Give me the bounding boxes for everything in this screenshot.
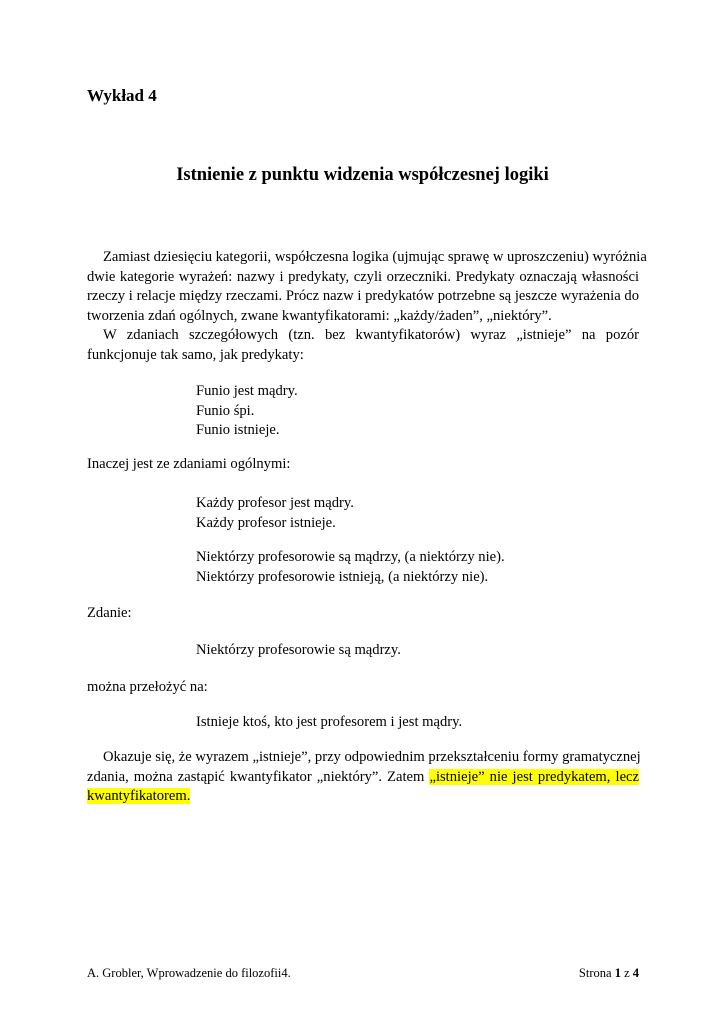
example-line: Funio jest mądry. xyxy=(196,383,298,399)
example-line: Niektórzy profesorowie istnieją, (a niektórzy nie). xyxy=(196,568,489,585)
paragraph-sentence: Zdanie: xyxy=(87,605,132,621)
example-block-kazdy xyxy=(196,494,354,533)
example-line: Funio śpi. xyxy=(196,402,255,419)
total-pages: 4 xyxy=(632,966,639,980)
particular-line-1: W zdaniach szczegółowych (tzn. bez kwantyfikatorów) wyraz „istnieje” na pozór xyxy=(103,327,639,343)
example-line: Niektórzy profesorowie są mądrzy. xyxy=(196,642,401,658)
example-line: Niektórzy profesorowie są mądrzy, (a niektórzy nie). xyxy=(196,549,505,565)
example-block-translation xyxy=(196,713,462,733)
intro-line-3: rzeczy i relacje między rzeczami. Prócz nazw i predykatów potrzebne są jeszcze wyrażenia do xyxy=(87,288,639,304)
current-page: 1 xyxy=(614,966,621,980)
particular-line-2: funkcjonuje tak samo, jak predykaty: xyxy=(87,346,304,363)
intro-line-2: dwie kategorie wyrażeń: nazwy i predykaty, czyli orzeczniki. Predykaty oznaczają własności xyxy=(87,268,639,285)
footer-author: A. Grobler, Wprowadzenie do filozofii4. xyxy=(87,966,291,980)
paragraph-general: Inaczej jest ze zdaniami ogólnymi: xyxy=(87,456,291,472)
intro-line-4: tworzenia zdań ogólnych, zwane kwantyfikatorami: „każdy/żaden”, „niektóry”. xyxy=(87,307,552,324)
paragraph-translate: można przełożyć na: xyxy=(87,679,208,695)
paragraph-particular xyxy=(87,326,639,365)
highlighted-conclusion-end: kwantyfikatorem. xyxy=(87,788,191,804)
example-block-sentence xyxy=(196,641,401,661)
conclusion-line-1: Okazuje się, że wyrazem „istnieje”, przy odpowiednim przekształceniu formy gramatycznej xyxy=(103,749,641,765)
example-line: Funio istnieje. xyxy=(196,422,280,438)
example-line: Istnieje ktoś, kto jest profesorem i jest mądry. xyxy=(196,714,463,730)
intro-line-1: Zamiast dziesięciu kategorii, współczesna logika (ujmując sprawę w uproszczeniu) wyróżnia xyxy=(103,249,647,265)
example-line: Każdy profesor istnieje. xyxy=(196,514,336,531)
paragraph-intro xyxy=(87,248,647,326)
highlighted-conclusion: „istnieje” nie jest predykatem, lecz xyxy=(429,768,639,785)
conclusion-line-2: zdania, można zastąpić kwantyfikator „niektóry”. Zatem xyxy=(87,768,430,785)
page-title: Istnienie z punktu widzenia współczesnej logiki xyxy=(176,165,549,185)
example-line: Każdy profesor jest mądry. xyxy=(196,495,354,511)
example-block-niektorzy xyxy=(196,548,505,587)
paragraph-conclusion xyxy=(87,748,639,807)
example-block-funio xyxy=(196,382,298,441)
footer-page-number: Strona 1 z 4 xyxy=(578,966,639,980)
lecture-heading: Wykład 4 xyxy=(87,86,157,105)
